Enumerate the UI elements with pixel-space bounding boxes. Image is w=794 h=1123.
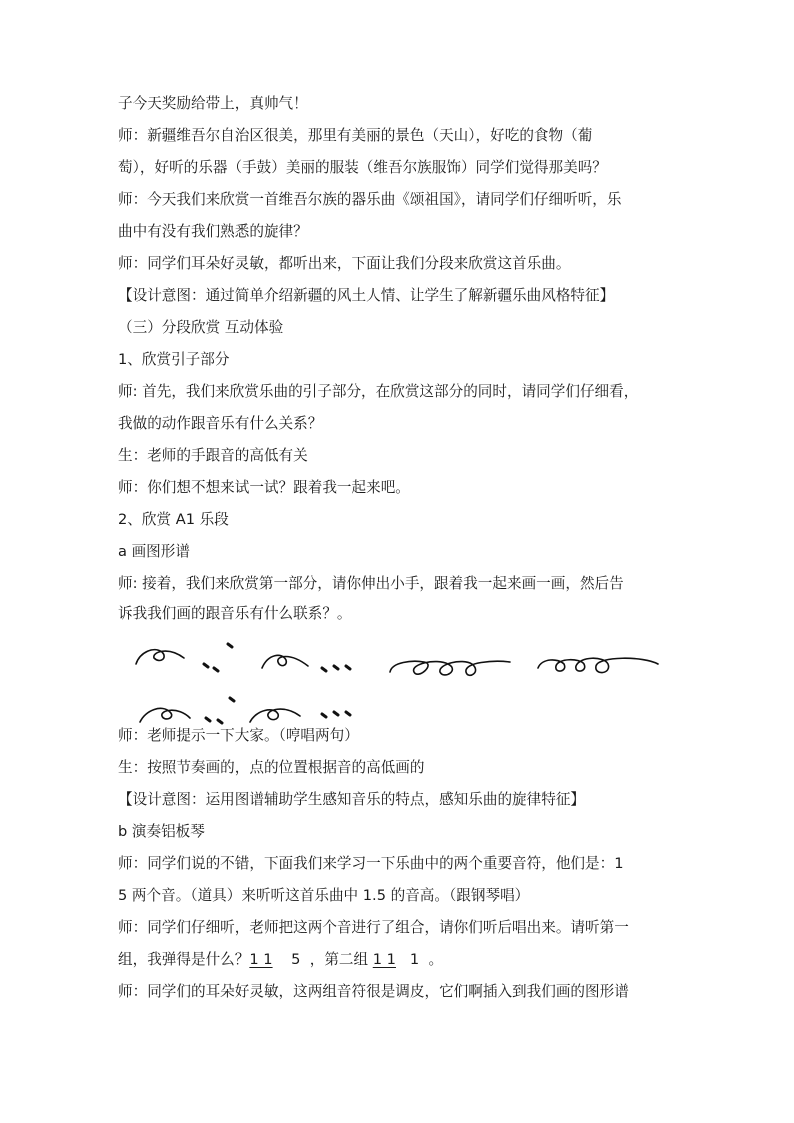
notation-mid: ，第二组 bbox=[309, 951, 369, 968]
dot-mark bbox=[334, 666, 338, 669]
item-heading: b 演奏铝板琴 bbox=[118, 823, 205, 840]
note-1: 1 bbox=[409, 951, 420, 968]
section-heading: （三）分段欣赏 互动体验 bbox=[118, 319, 284, 336]
text-line: 师：你们想不想来试一试？跟着我一起来吧。 bbox=[118, 479, 410, 496]
text-line: 我做的动作跟音乐有什么关系？ bbox=[118, 415, 323, 432]
text-line: 师：同学们的耳朵好灵敏，这两组音符很是调皮，它们啊插入到我们画的图形谱 bbox=[118, 983, 629, 1000]
design-intent-note: 【设计意图：通过简单介绍新疆的风土人情、让学生了解新疆乐曲风格特征】 bbox=[118, 287, 615, 304]
note-group-1: 1 1 bbox=[249, 951, 273, 968]
notation-prefix: 组，我弹得是什么？ bbox=[118, 951, 250, 968]
dot-mark bbox=[322, 714, 326, 717]
loop-stroke bbox=[390, 661, 510, 675]
dot-mark bbox=[230, 698, 234, 701]
note-group-2: 1 1 bbox=[372, 951, 396, 968]
text-line: 师：同学们耳朵好灵敏，都听出来，下面让我们分段来欣赏这首乐曲。 bbox=[118, 255, 571, 272]
notation-line bbox=[118, 950, 678, 970]
text-line: 师: 首先，我们来欣赏乐曲的引子部分，在欣赏这部分的同时，请同学们仔细看， bbox=[118, 383, 639, 400]
dot-mark bbox=[334, 712, 338, 715]
design-intent-note: 【设计意图：运用图谱辅助学生感知音乐的特点，感知乐曲的旋律特征】 bbox=[118, 791, 586, 808]
text-line: 5 两个音。（道具）来听听这首乐曲中 1.5 的音高。（跟钢琴唱） bbox=[118, 887, 530, 904]
loop-stroke bbox=[250, 709, 300, 722]
dot-mark bbox=[346, 666, 350, 669]
loop-stroke bbox=[538, 658, 658, 672]
text-line: 生：老师的手跟音的高低有关 bbox=[118, 447, 308, 464]
text-line: 师：新疆维吾尔自治区很美，那里有美丽的景色（天山），好吃的食物（葡 bbox=[118, 127, 593, 144]
text-line: 师：同学们说的不错，下面我们来学习一下乐曲中的两个重要音符，他们是：1 bbox=[118, 855, 624, 872]
graphic-score bbox=[118, 632, 678, 732]
dot-mark bbox=[322, 668, 326, 671]
text-line: 师: 接着，我们来欣赏第一部分，请你伸出小手，跟着我一起来画一画，然后告 bbox=[118, 575, 624, 592]
item-heading: a 画图形谱 bbox=[118, 543, 190, 560]
dot-mark bbox=[218, 720, 222, 723]
text-line: 萄），好听的乐器（手鼓）美丽的服装（维吾尔族服饰）同学们觉得那美吗？ bbox=[118, 159, 607, 176]
subsection-heading: 1、欣赏引子部分 bbox=[118, 351, 230, 368]
text-line: 师：老师提示一下大家。（哼唱两句） bbox=[118, 727, 359, 744]
notation-end: 。 bbox=[428, 951, 444, 968]
subsection-heading: 2、欣赏 A1 乐段 bbox=[118, 511, 229, 528]
text-line: 生：按照节奏画的，点的位置根据音的高低画的 bbox=[118, 759, 425, 776]
text-line: 子今天奖励给带上，真帅气！ bbox=[118, 95, 308, 112]
dot-mark bbox=[206, 718, 210, 721]
text-line: 师：今天我们来欣赏一首维吾尔族的器乐曲《颂祖国》，请同学们仔细听听，乐 bbox=[118, 191, 622, 208]
dot-mark bbox=[214, 668, 218, 671]
loop-stroke bbox=[140, 708, 190, 722]
dot-mark bbox=[228, 644, 232, 647]
text-line: 师：同学们仔细听，老师把这两个音进行了组合，请你们听后唱出来。请听第一 bbox=[118, 919, 629, 936]
loop-stroke bbox=[262, 655, 308, 668]
text-line: 曲中有没有我们熟悉的旋律？ bbox=[118, 223, 308, 240]
dot-mark bbox=[204, 664, 208, 667]
text-line: 诉我我们画的跟音乐有什么联系？。 bbox=[118, 605, 352, 622]
dot-mark bbox=[346, 712, 350, 715]
loop-stroke bbox=[136, 650, 184, 664]
note-5: 5 bbox=[291, 951, 301, 968]
